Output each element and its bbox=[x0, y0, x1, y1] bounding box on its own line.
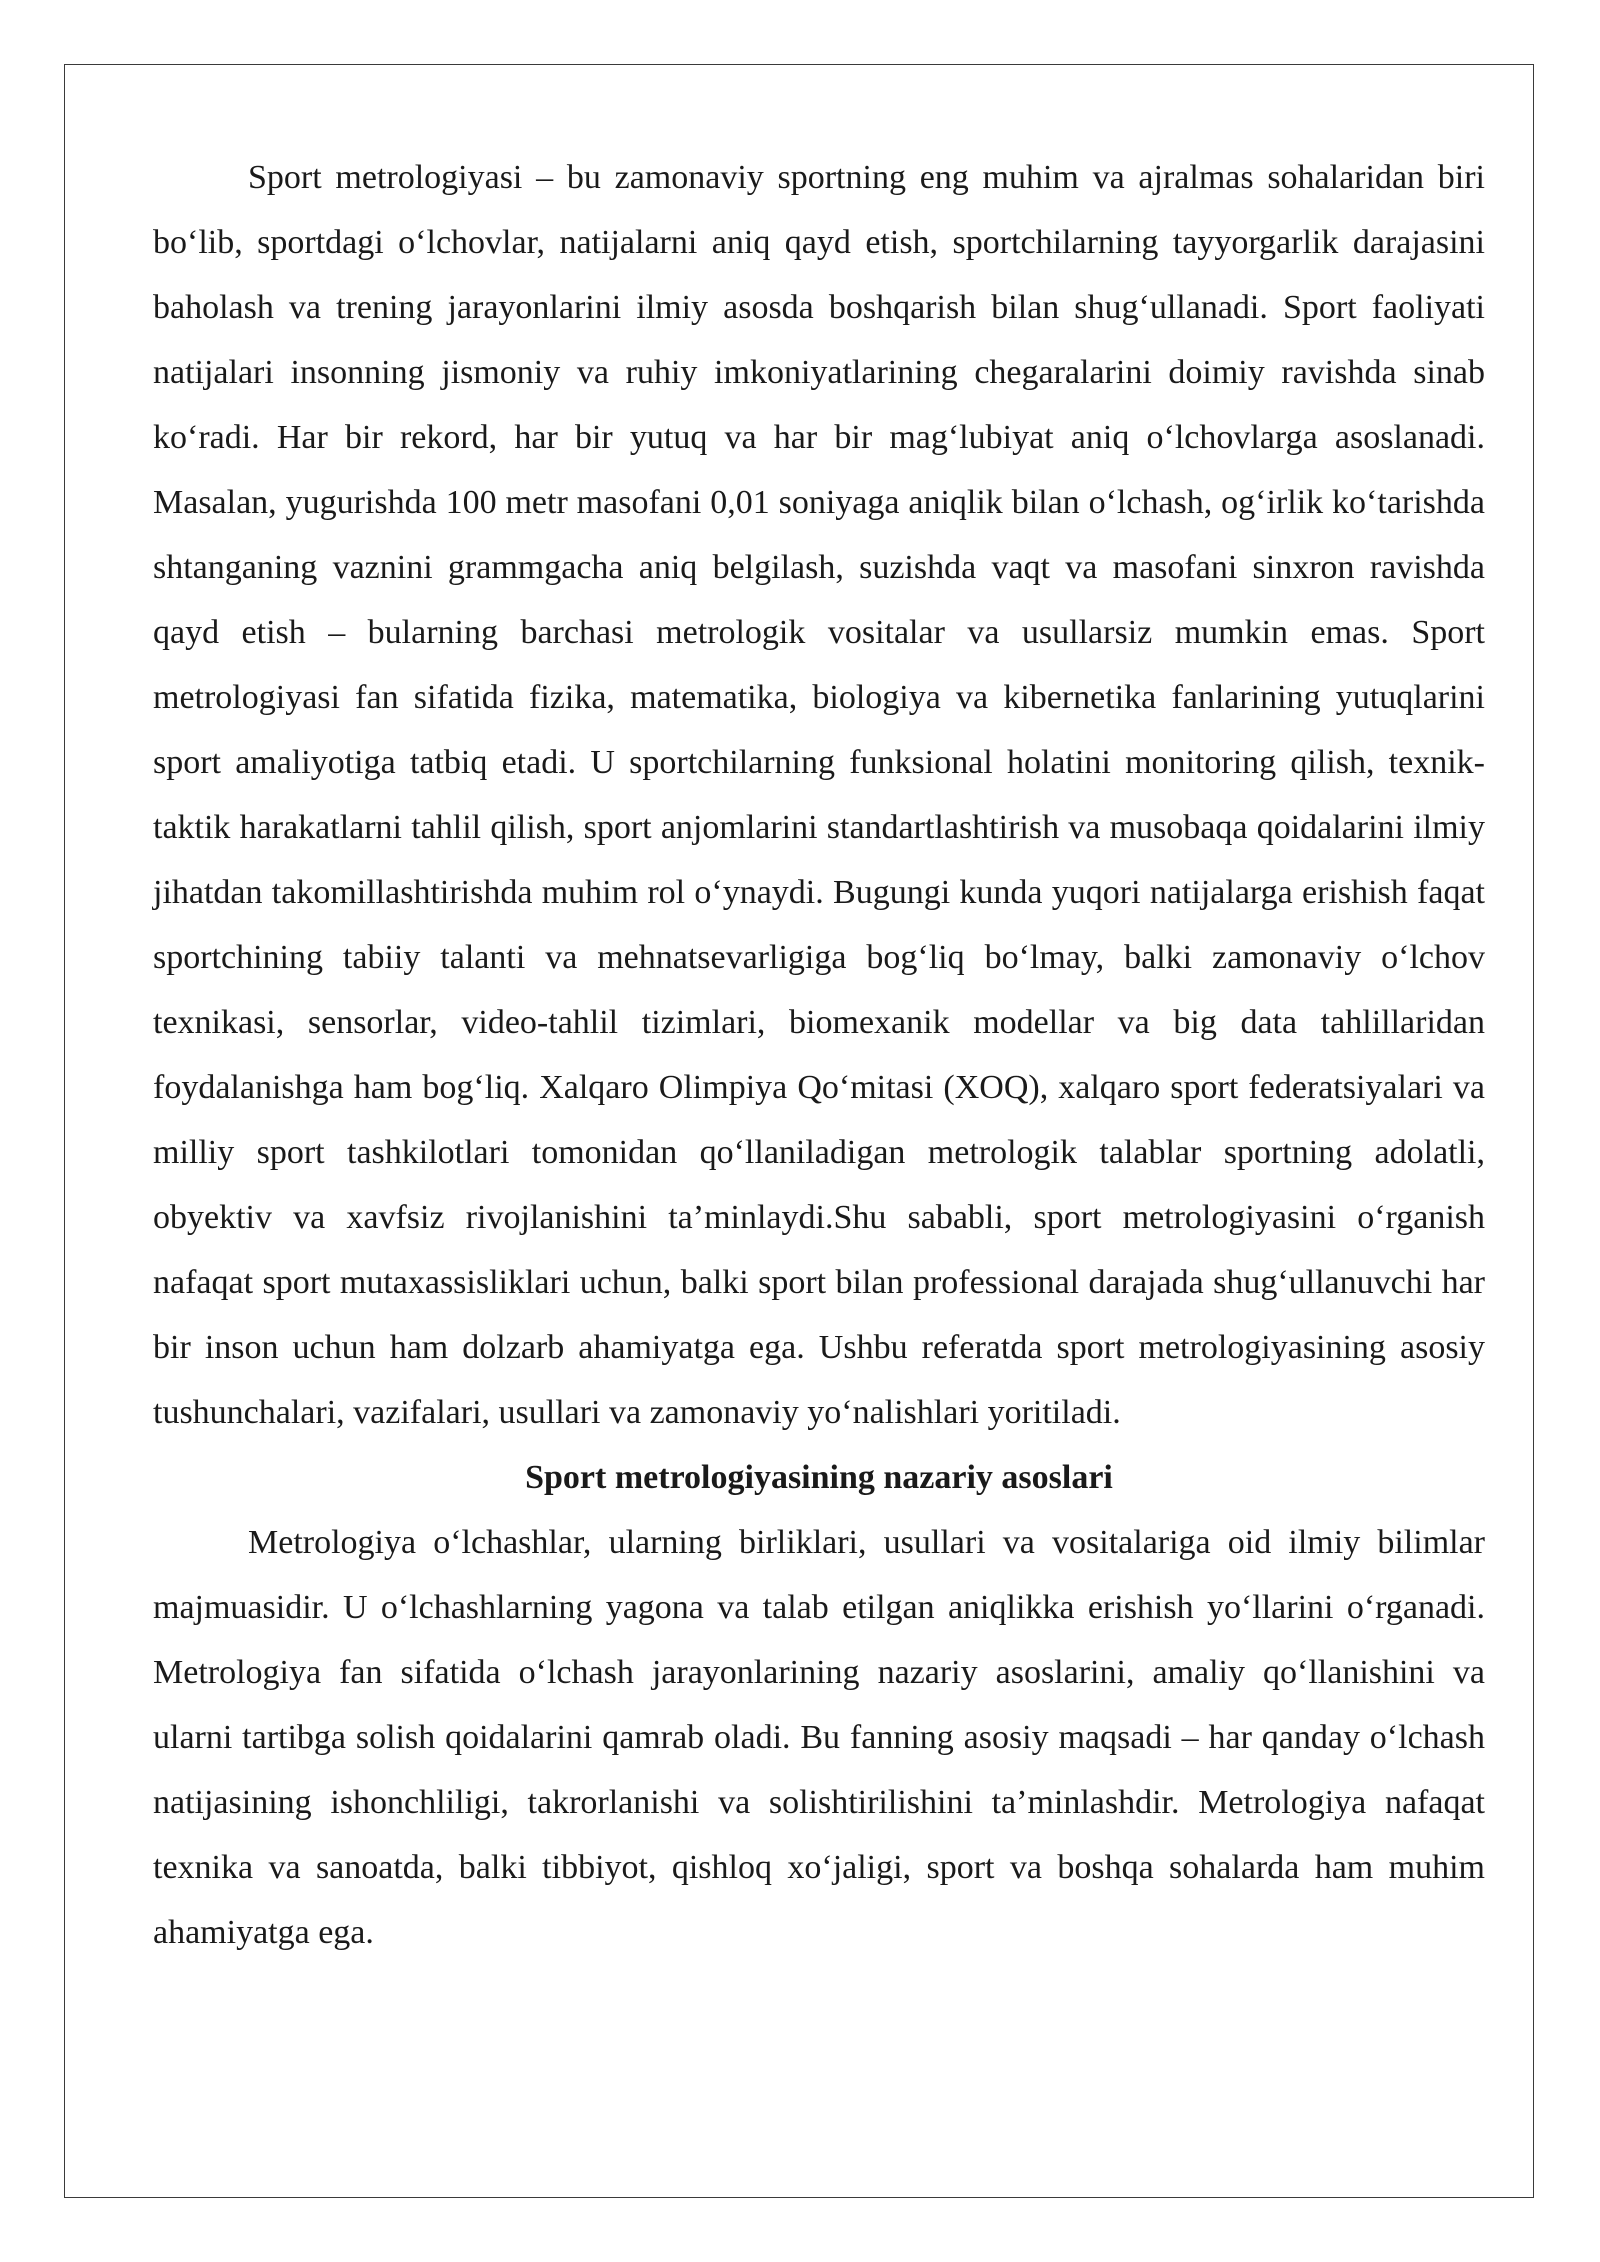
document-body bbox=[153, 145, 1485, 1965]
section-heading: Sport metrologiyasining nazariy asoslari bbox=[525, 1459, 1113, 1496]
intro-paragraph: Sport metrologiyasi – bu zamonaviy sportning eng muhim va ajralmas sohalaridan biri bo‘lib, sportdagi o‘lchovlar, natijalarni aniq qayd etish, sportchilarning tayyorgarlik darajasini baholash va trening jarayonlarini ilmiy asosda boshqarish bilan shug‘ullanadi. Sport faoliyati natijalari insonning jismoniy va ruhiy imkoniyatlarining chegaralarini doimiy ravishda sinab ko‘radi. Har bir rekord, har bir yutuq va har bir mag‘lubiyat aniq o‘lchovlarga asoslanadi. Masalan, yugurishda 100 metr masofani 0,01 soniyaga aniqlik bilan o‘lchash, og‘irlik ko‘tarishda shtanganing vaznini grammgacha aniq belgilash, suzishda vaqt va masofani sinxron ravishda qayd etish – bularning barchasi metrologik vositalar va usullarsiz mumkin emas. Sport metrologiyasi fan sifatida fizika, matematika, biologiya va kibernetika fanlarining yutuqlarini sport amaliyotiga tatbiq etadi. U sportchilarning funksional holatini monitoring qilish, texnik-taktik harakatlarni tahlil qilish, sport anjomlarini standartlashtirish va musobaqa qoidalarini ilmiy jihatdan takomillashtirishda muhim rol o‘ynaydi. Bugungi kunda yuqori natijalarga erishish faqat sportchining tabiiy talanti va mehnatsevarligiga bog‘liq bo‘lmay, balki zamonaviy o‘lchov texnikasi, sensorlar, video-tahlil tizimlari, biomexanik modellar va big data tahlillaridan foydalanishga ham bog‘liq. Xalqaro Olimpiya Qo‘mitasi (XOQ), xalqaro sport federatsiyalari va milliy sport tashkilotlari tomonidan qo‘llaniladigan metrologik talablar sportning adolatli, obyektiv va xavfsiz rivojlanishini ta’minlaydi.Shu sababli, sport metrologiyasini o‘rganish nafaqat sport mutaxassisliklari uchun, balki sport bilan professional darajada shug‘ullanuvchi har bir inson uchun ham dolzarb ahamiyatga ega. Ushbu referatda sport metrologiyasining asosiy tushunchalari, vazifalari, usullari va zamonaviy yo‘nalishlari yoritiladi. bbox=[153, 159, 1485, 1431]
metrology-paragraph: Metrologiya o‘lchashlar, ularning birliklari, usullari va vositalariga oid ilmiy bilimlar majmuasidir. U o‘lchashlarning yagona va talab etilgan aniqlikka erishish yo‘llarini o‘rganadi. Metrologiya fan sifatida o‘lchash jarayonlarining nazariy asoslarini, amaliy qo‘llanishini va ularni tartibga solish qoidalarini qamrab oladi. Bu fanning asosiy maqsadi – har qanday o‘lchash natijasining ishonchliligi, takrorlanishi va solishtirilishini ta’minlashdir. Metrologiya nafaqat texnika va sanoatda, balki tibbiyot, qishloq xo‘jaligi, sport va boshqa sohalarda ham muhim ahamiyatga ega. bbox=[153, 1524, 1485, 1951]
